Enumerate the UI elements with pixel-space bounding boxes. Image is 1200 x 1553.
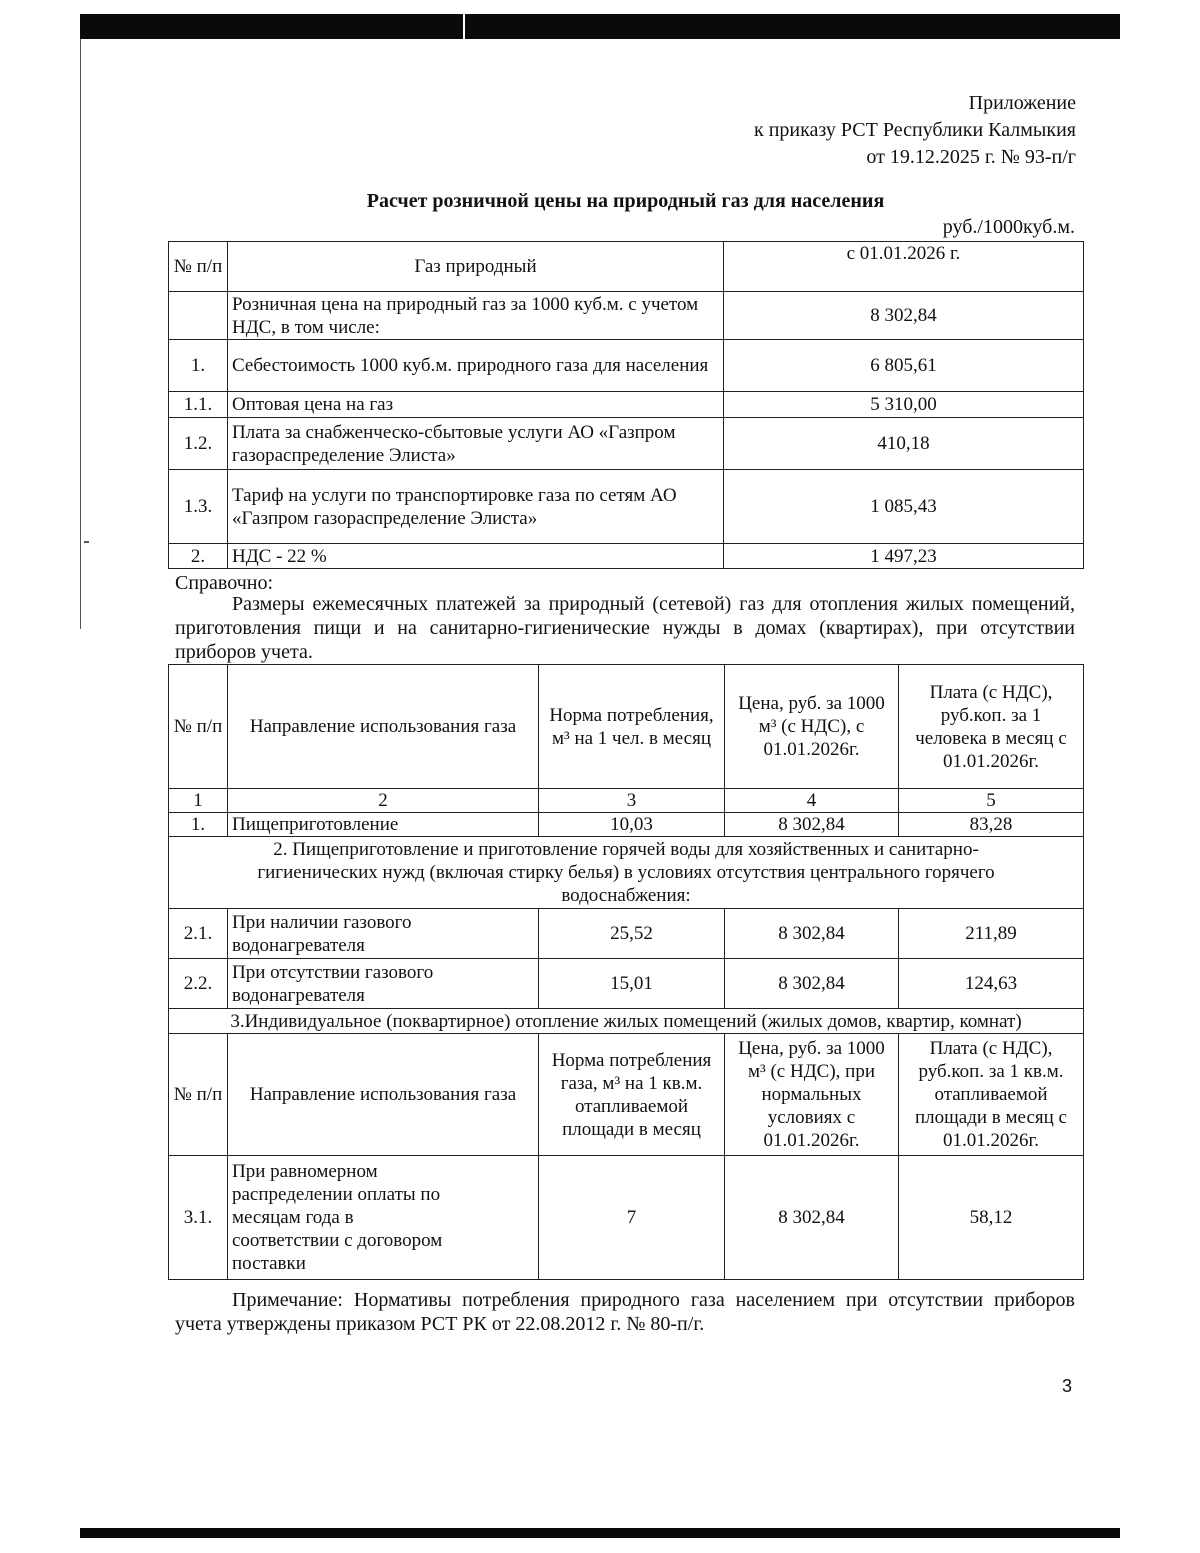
row-name: Плата за снабженческо-сбытовые услуги АО «Газпром газораспределение Элиста» [228, 418, 724, 470]
row-direction: При отсутствии газового водонагревателя [228, 959, 539, 1009]
row-value: 5 310,00 [724, 392, 1084, 418]
column-number: 4 [725, 789, 899, 813]
table-row [169, 959, 1084, 1009]
row-name: Оптовая цена на газ [228, 392, 724, 418]
col-pay-header: Плата (с НДС), руб.коп. за 1 кв.м. отапливаемой площади в месяц с 01.01.2026г. [899, 1034, 1084, 1156]
column-number: 2 [228, 789, 539, 813]
table-row [169, 292, 1084, 340]
row-num: 1.2. [169, 418, 228, 470]
row-pay: 211,89 [899, 909, 1084, 959]
unit-label: руб./1000куб.м. [942, 216, 1075, 238]
row-norm: 15,01 [539, 959, 725, 1009]
order-line: к приказу РСТ Республики Калмыкия [754, 119, 1076, 141]
page-number: 3 [1062, 1376, 1073, 1396]
footnote: Примечание: Нормативы потребления природного газа населением при отсутствии приборов учета утверждены приказом РСТ РК от 22.08.2012 г. № 80-п/г. [175, 1289, 1075, 1335]
table-row [169, 1156, 1084, 1280]
col-price-header: Цена, руб. за 1000 м³ (с НДС), при нормальных условиях с 01.01.2026г. [725, 1034, 899, 1156]
col-num-header: № п/п [169, 665, 228, 789]
row-pay: 83,28 [899, 813, 1084, 837]
row-direction: Пищеприготовление [228, 813, 539, 837]
section-row [169, 1009, 1084, 1034]
row-value: 1 085,43 [724, 470, 1084, 544]
table-row [169, 340, 1084, 392]
col-num-header: № п/п [169, 242, 228, 292]
row-num: 2.2. [169, 959, 228, 1009]
col-direction-header: Направление использования газа [228, 1034, 539, 1156]
col-name-header: Газ природный [228, 242, 724, 292]
table-row [169, 909, 1084, 959]
row-num: 2.1. [169, 909, 228, 959]
row-name: Себестоимость 1000 куб.м. природного газа для населения [228, 340, 724, 392]
row-num: 1.3. [169, 470, 228, 544]
reference-label: Справочно: [175, 572, 274, 594]
document-title: Расчет розничной цены на природный газ для населения [366, 190, 885, 212]
appendix-header [754, 90, 1076, 171]
column-number: 3 [539, 789, 725, 813]
table-header-row [169, 242, 1084, 292]
scan-bottom-border [80, 1528, 1120, 1538]
row-num: 2. [169, 544, 228, 569]
col-num-header: № п/п [169, 1034, 228, 1156]
table-row [169, 544, 1084, 569]
col-norm-header: Норма потребления газа, м³ на 1 кв.м. отапливаемой площади в месяц [539, 1034, 725, 1156]
col-pay-header: Плата (с НДС), руб.коп. за 1 человека в месяц с 01.01.2026г. [899, 665, 1084, 789]
column-number: 5 [899, 789, 1084, 813]
table-header-row [169, 1034, 1084, 1156]
row-value: 1 497,23 [724, 544, 1084, 569]
row-norm: 25,52 [539, 909, 725, 959]
row-price: 8 302,84 [725, 909, 899, 959]
row-num: 3.1. [169, 1156, 228, 1280]
reference-paragraph: Размеры ежемесячных платежей за природный (сетевой) газ для отопления жилых помещений, приготовления пищи и на санитарно-гигиенические нужды в домах (квартирах), при отсутствии приборов учета. [175, 593, 1075, 663]
row-name: НДС - 22 % [228, 544, 724, 569]
monthly-payments-table [168, 664, 1084, 1280]
col-price-header: Цена, руб. за 1000 м³ (с НДС), с 01.01.2026г. [725, 665, 899, 789]
row-name: Тариф на услуги по транспортировке газа по сетям АО «Газпром газораспределение Элиста» [228, 470, 724, 544]
appendix-line: Приложение [968, 92, 1076, 114]
row-num: 1. [169, 813, 228, 837]
row-direction: При равномерном распределении оплаты по месяцам года в соответствии с договором поставки [228, 1156, 539, 1280]
col-norm-header: Норма потребления, м³ на 1 чел. в месяц [539, 665, 725, 789]
section-row [169, 837, 1084, 909]
row-pay: 124,63 [899, 959, 1084, 1009]
table-row [169, 813, 1084, 837]
row-price: 8 302,84 [725, 813, 899, 837]
row-price: 8 302,84 [725, 1156, 899, 1280]
row-name: Розничная цена на природный газ за 1000 куб.м. с учетом НДС, в том числе: [228, 292, 724, 340]
row-value: 8 302,84 [724, 292, 1084, 340]
column-number: 1 [169, 789, 228, 813]
table-row [169, 418, 1084, 470]
table-row [169, 392, 1084, 418]
row-pay: 58,12 [899, 1156, 1084, 1280]
retail-price-table [168, 241, 1084, 569]
row-price: 8 302,84 [725, 959, 899, 1009]
scan-top-border [80, 14, 1120, 39]
row-num: 1.1. [169, 392, 228, 418]
col-direction-header: Направление использования газа [228, 665, 539, 789]
row-norm: 10,03 [539, 813, 725, 837]
row-num: 1. [169, 340, 228, 392]
section-3-heading: 3.Индивидуальное (поквартирное) отопление жилых помещений (жилых домов, квартир, комнат) [169, 1009, 1084, 1034]
table-header-row [169, 665, 1084, 789]
section-2-heading: 2. Пищеприготовление и приготовление горячей воды для хозяйственных и санитарно-гигиенических нужд (включая стирку белья) в условиях отсутствия центрального горячего водоснабжения: [169, 837, 1084, 909]
order-date-line: от 19.12.2025 г. № 93-п/г [866, 146, 1076, 168]
row-direction: При наличии газового водонагревателя [228, 909, 539, 959]
row-value: 6 805,61 [724, 340, 1084, 392]
column-number-row [169, 789, 1084, 813]
col-value-header: с 01.01.2026 г. [724, 242, 1084, 292]
row-value: 410,18 [724, 418, 1084, 470]
row-norm: 7 [539, 1156, 725, 1280]
scan-mark [84, 541, 89, 543]
table-row [169, 470, 1084, 544]
scan-left-edge [80, 39, 81, 629]
row-num [169, 292, 228, 340]
